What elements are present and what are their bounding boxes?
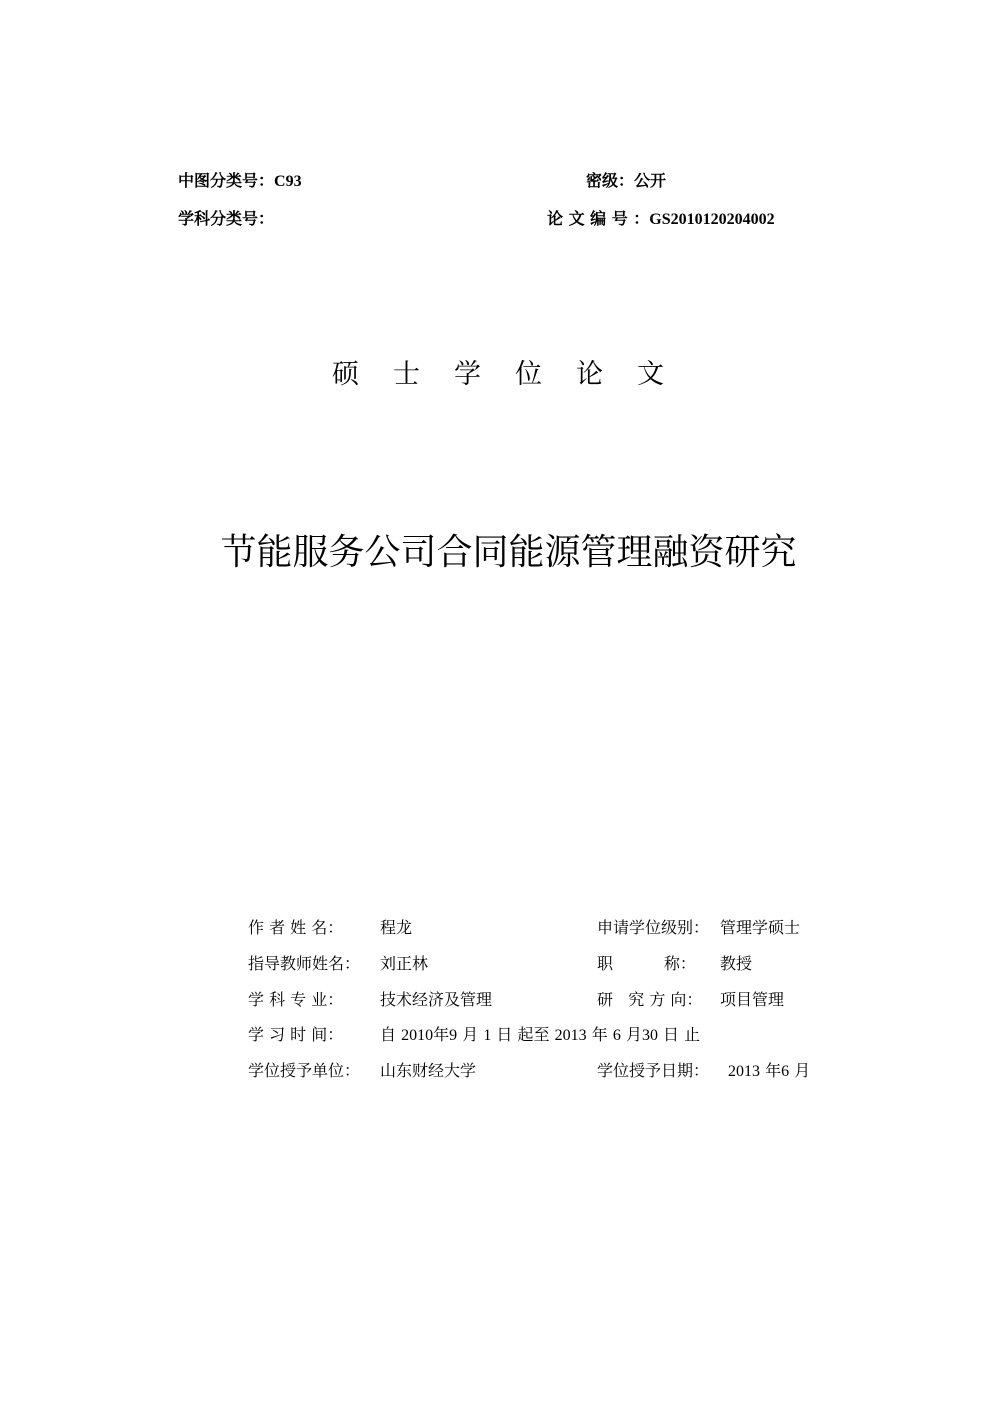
thesis-no-value: GS2010120204002 (649, 211, 775, 228)
start-month: 9 (449, 1027, 458, 1044)
end-month: 6 (612, 1027, 621, 1044)
title-value: 教授 (720, 954, 753, 973)
author-label: 作 者 姓 名： (248, 918, 344, 937)
advisor-label: 指导教师姓名： (248, 954, 361, 973)
study-time-value: 自 2010年9 月 1 日 起至 2013 年 6 月30 日 止 (380, 1025, 701, 1044)
secret-level (586, 168, 666, 191)
author-value: 程龙 (380, 918, 413, 937)
end-day: 30 (641, 1027, 658, 1044)
degree-level-label: 申请学位级别： (597, 918, 710, 937)
start-day: 1 (483, 1027, 492, 1044)
subject-number (178, 206, 274, 229)
major-label: 学 科 专 业： (248, 990, 344, 1009)
end-year: 2013 (554, 1027, 587, 1044)
unit-value: 山东财经大学 (380, 1061, 477, 1080)
major-value: 技术经济及管理 (380, 990, 493, 1009)
clc-label: 中图分类号： (178, 171, 275, 190)
secret-label: 密级： (586, 171, 635, 190)
subject-label: 学科分类号： (178, 209, 275, 228)
title-label: 职 称： (597, 954, 696, 973)
clc-number (178, 168, 302, 191)
grant-date-value: 2013 年6 月 (728, 1061, 811, 1080)
thesis-title: 节能服务公司合同能源管理融资研究 (220, 532, 797, 573)
start-year: 2010 (401, 1027, 434, 1044)
direction-label: 研 究 方 向： (597, 990, 703, 1009)
unit-label: 学位授予单位： (248, 1061, 361, 1080)
study-time-label: 学 习 时 间： (248, 1025, 344, 1044)
direction-value: 项目管理 (720, 990, 785, 1009)
advisor-value: 刘正林 (380, 954, 429, 973)
clc-value: C93 (274, 173, 302, 190)
grant-date-label: 学位授予日期： (597, 1061, 710, 1080)
degree-type: 硕士学位论文 (332, 359, 698, 390)
degree-level-value: 管理学硕士 (720, 918, 801, 937)
thesis-number (547, 206, 775, 229)
thesis-no-label: 论 文 编 号 ： (547, 209, 650, 228)
secret-value: 公开 (634, 171, 667, 190)
